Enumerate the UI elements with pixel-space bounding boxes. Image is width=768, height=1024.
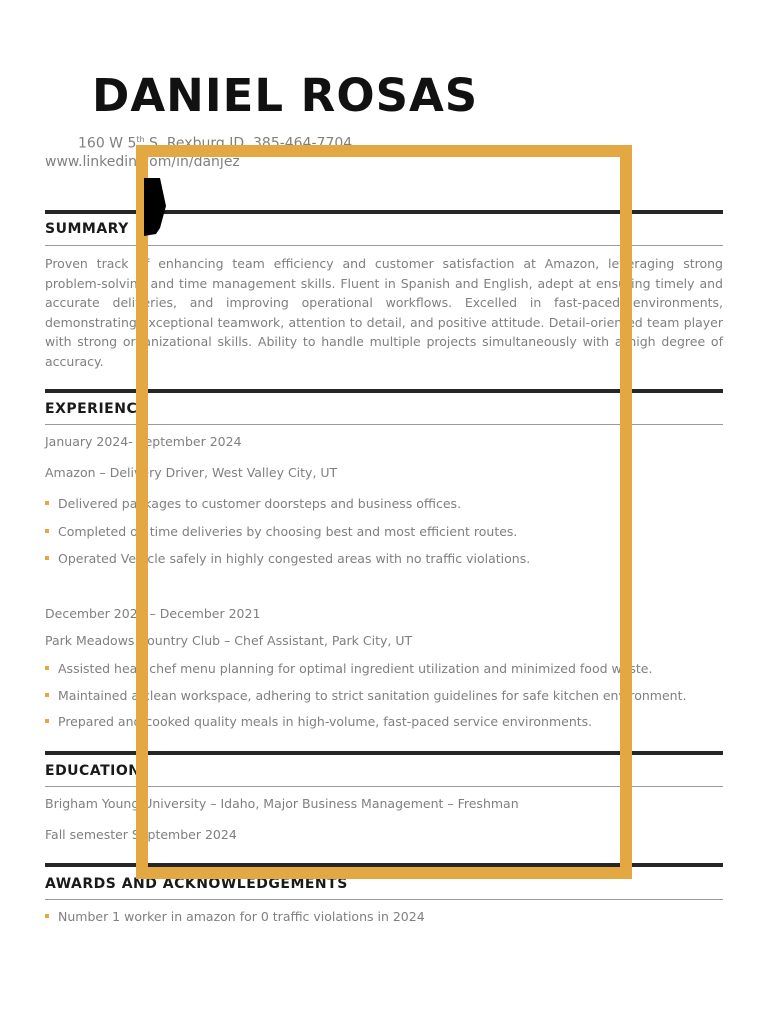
address-start: 160 W 5 [78, 135, 137, 152]
candidate-name: DANIEL ROSAS [92, 69, 479, 122]
bullet-square-icon [45, 693, 49, 697]
bullet-square-icon [45, 501, 49, 505]
job-role: Amazon – Delivery Driver, West Valley City, UT [45, 465, 338, 480]
job-role: Park Meadows Country Club – Chef Assistant, Park City, UT [45, 633, 413, 648]
job-dates: January 2024- September 2024 [45, 434, 242, 449]
summary-title: SUMMARY [45, 221, 129, 237]
education-term: Fall semester September 2024 [45, 827, 237, 842]
awards-divider [45, 899, 723, 900]
bullet-square-icon [45, 666, 49, 670]
education-title: EDUCATION [45, 763, 141, 779]
summary-text: Proven track of enhancing team efficiency and customer satisfaction at Amazon, leveraging strong problem-solving and time management skills. Fluent in Spanish and English, adept at ensuring timely and accurate deliveries, and improving operational workflows. Excelled in fast-paced environments, demonstrating exceptional teamwork, attention to detail, and positive attitude. Detail-oriented team player with strong organizational skills. Ability to handle multiple projects simultaneously with a high degree of accuracy. [45, 256, 723, 369]
list-item [45, 909, 425, 925]
list-item-text: Delivered packages to customer doorsteps and business offices. [58, 496, 462, 511]
list-item-text: Number 1 worker in amazon for 0 traffic violations in 2024 [58, 909, 425, 924]
orange-frame-overlay [136, 145, 632, 879]
job-dates: December 2020 – December 2021 [45, 606, 261, 621]
bullet-square-icon [45, 529, 49, 533]
linkedin-link[interactable]: www.linkedin.com/in/danjez [45, 154, 240, 170]
experience-title: EXPERIENCE [45, 401, 148, 417]
list-item-text: Completed on time deliveries by choosing best and most efficient routes. [58, 524, 518, 539]
bullet-square-icon [45, 719, 49, 723]
bullet-square-icon [45, 914, 49, 918]
black-marker-shape [142, 178, 168, 236]
address-superscript: th [136, 135, 145, 144]
bullet-square-icon [45, 556, 49, 560]
address-end: S, Rexburg ID, 385-464-7704, [144, 135, 357, 152]
awards-title: AWARDS AND ACKNOWLEDGEMENTS [45, 876, 348, 892]
education-school: Brigham Young University – Idaho, Major Business Management – Freshman [45, 796, 519, 811]
list-item-text: Operated Vehicle safely in highly congested areas with no traffic violations. [58, 551, 531, 566]
list-item-text: Assisted head chef menu planning for optimal ingredient utilization and minimized food waste. [58, 661, 653, 676]
list-item-text: Maintained a clean workspace, adhering to strict sanitation guidelines for safe kitchen environment. [58, 688, 687, 703]
list-item-text: Prepared and cooked quality meals in high-volume, fast-paced service environments. [58, 714, 593, 729]
